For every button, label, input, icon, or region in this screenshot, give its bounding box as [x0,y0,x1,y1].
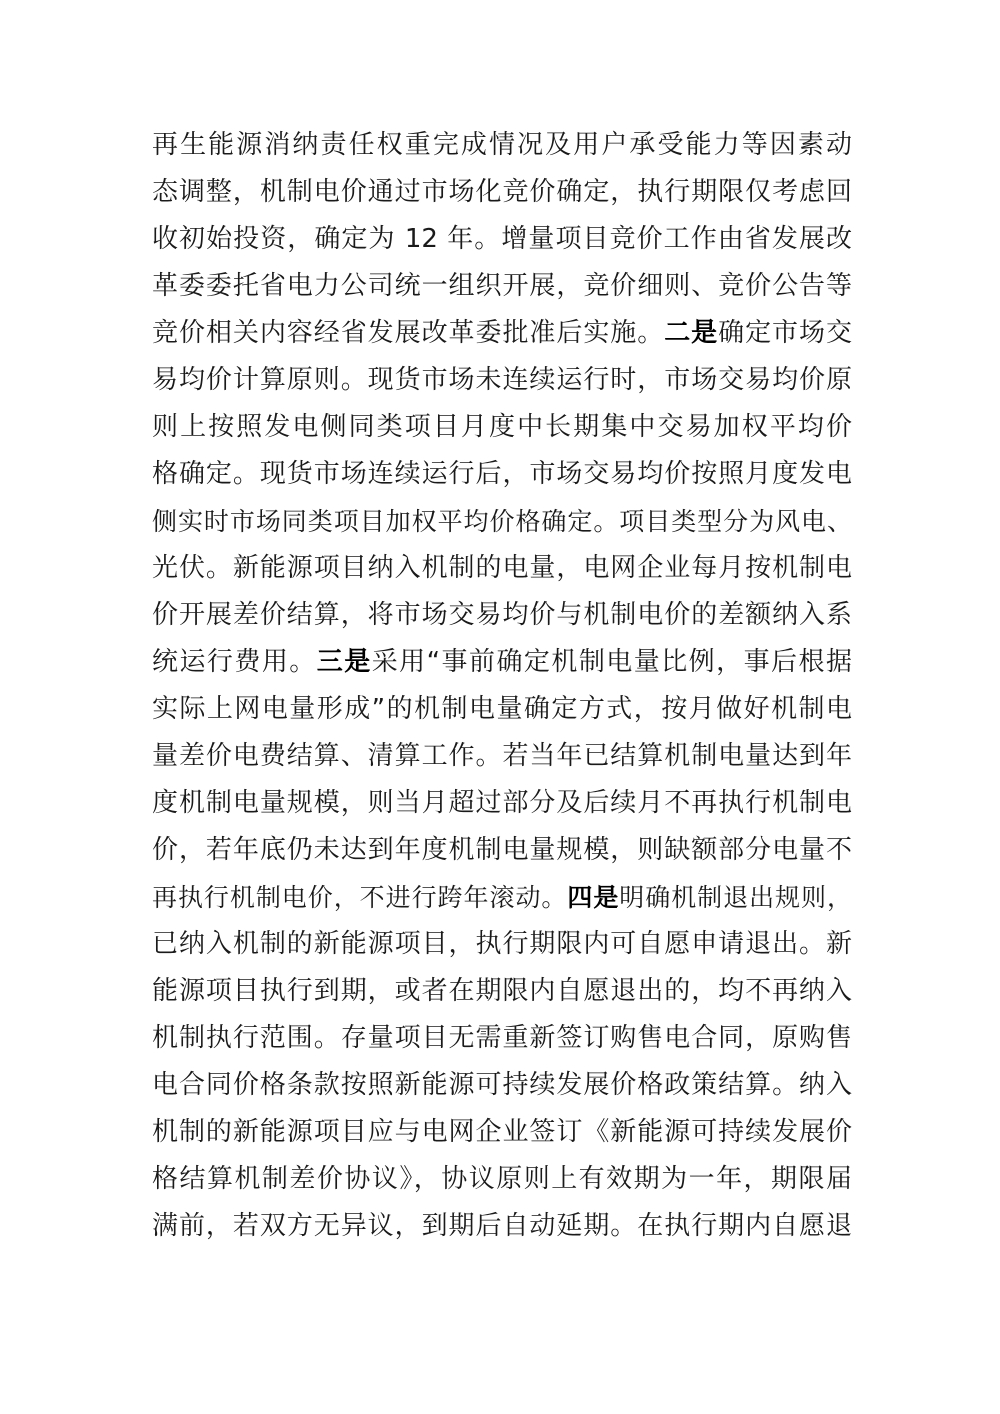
text-line [152,498,852,545]
bold-lead-phrase: 三是 [316,647,372,677]
text-line [152,169,852,216]
text-run: 统运行费用。 [152,647,317,677]
text-line [152,357,852,404]
text-line [152,1062,852,1109]
text-line [152,310,852,357]
text-run: 再生能源消纳责任权重完成情况及用户承受能力等因素动 [152,130,852,160]
text-line [152,1015,852,1062]
bold-lead-phrase: 二是 [664,318,719,348]
text-line [152,404,852,451]
text-run: 价开展差价结算，将市场交易均价与机制电价的差额纳入系 [152,600,852,630]
text-run: 量差价电费结算、清算工作。若当年已结算机制电量达到年 [152,741,852,771]
text-run: 收初始投资，确定为 12 年。增量项目竞价工作由省发展改 [152,224,852,254]
text-line [152,968,852,1015]
text-run: 格结算机制差价协议》，协议原则上有效期为一年，期限届 [152,1164,852,1194]
text-run: 电合同价格条款按照新能源可持续发展价格政策结算。纳入 [152,1070,852,1100]
text-run: 则上按照发电侧同类项目月度中长期集中交易加权平均价 [152,412,852,442]
text-run: 机制的新能源项目应与电网企业签订《新能源可持续发展价 [152,1117,852,1147]
text-run: 价，若年底仍未达到年度机制电量规模，则缺额部分电量不 [152,835,852,865]
text-run: 已纳入机制的新能源项目，执行期限内可自愿申请退出。新 [152,929,852,959]
text-line [152,216,852,263]
text-run: 满前，若双方无异议，到期后自动延期。在执行期内自愿退 [152,1211,852,1241]
text-run: 实际上网电量形成”的机制电量确定方式，按月做好机制电 [152,694,852,724]
text-run: 格确定。现货市场连续运行后，市场交易均价按照月度发电 [152,459,852,489]
text-line [152,874,852,921]
text-run: 确定市场交 [718,318,852,348]
text-run: 侧实时市场同类项目加权平均价格确定。项目类型分为风电、 [152,507,852,536]
text-run: 革委委托省电力公司统一组织开展，竞价细则、竞价公告等 [152,271,852,301]
text-run: 光伏。新能源项目纳入机制的电量，电网企业每月按机制电 [152,553,852,583]
text-line [152,545,852,592]
text-line [152,733,852,780]
text-line [152,639,852,686]
text-run: 再执行机制电价，不进行跨年滚动。 [152,883,568,912]
text-run: 易均价计算原则。现货市场未连续运行时，市场交易均价原 [152,365,852,395]
text-line [152,1156,852,1203]
text-run: 机制执行范围。存量项目无需重新签订购售电合同，原购售 [152,1023,852,1053]
text-line [152,451,852,498]
text-line [152,1109,852,1156]
text-run: 度机制电量规模，则当月超过部分及后续月不再执行机制电 [152,788,852,818]
text-line [152,122,852,169]
bold-lead-phrase: 四是 [567,883,620,912]
text-line [152,1203,852,1250]
text-line [152,827,852,874]
text-run: 能源项目执行到期，或者在期限内自愿退出的，均不再纳入 [152,976,852,1006]
text-line [152,263,852,310]
text-run: 态调整，机制电价通过市场化竞价确定，执行期限仅考虑回 [152,177,852,207]
body-paragraph [152,122,852,1250]
text-run: 明确机制退出规则， [619,883,852,912]
text-line [152,686,852,733]
text-line [152,780,852,827]
text-run: 竞价相关内容经省发展改革委批准后实施。 [152,318,665,348]
text-line [152,592,852,639]
text-line [152,921,852,968]
text-run: 采用“事前确定机制电量比例，事后根据 [371,647,852,677]
